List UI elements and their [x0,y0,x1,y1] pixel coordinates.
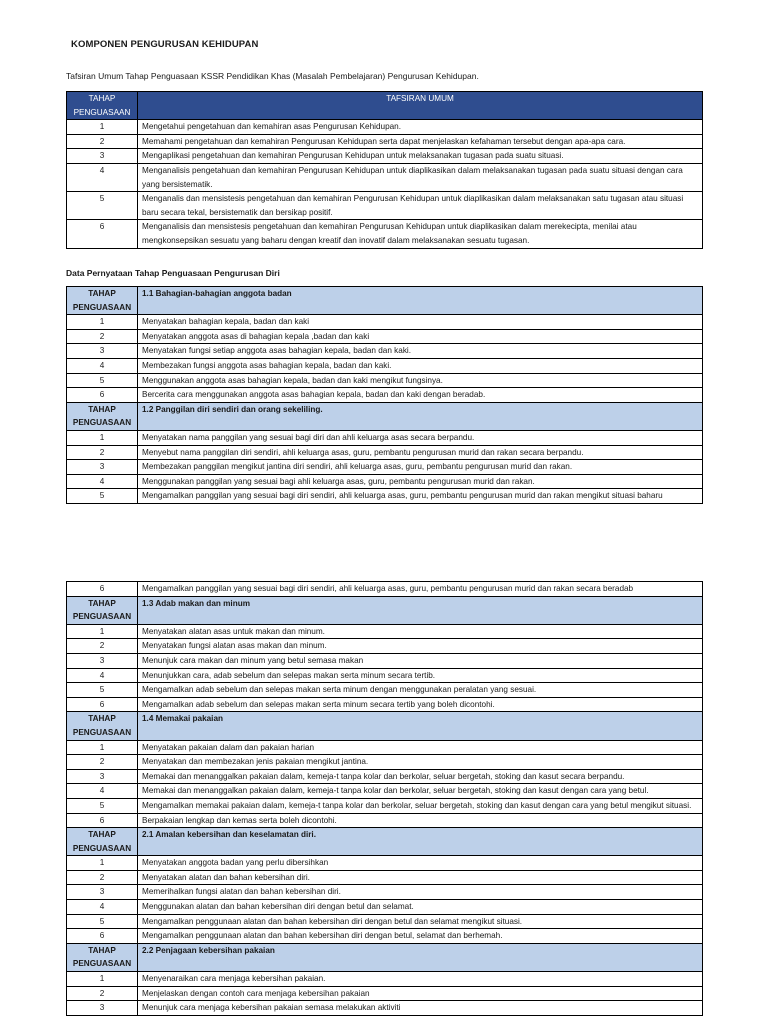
description-cell: 2.2 Penjagaan kebersihan pakaian [138,943,703,971]
description-cell: Menganalisis dan mensistesis pengetahuan dan kemahiran Pengurusan Kehidupan untuk diaplikasikan dalam merekecipta, menilai atau mengkonsepsikan sesuatu yang baharu dengan kreatif dan inovatif dalam melaksanakan sesuatu tugasan. [138,220,703,248]
level-cell: 5 [67,683,138,698]
table-row [67,460,703,475]
table-row [67,624,703,639]
description-cell: Mengamalkan memakai pakaian dalam, kemeja-t tanpa kolar dan berkolar, seluar bergetah, stoking dan kasut dengan cara yang betul mengikut situasi. [138,798,703,813]
level-cell: 2 [67,755,138,770]
level-cell: 3 [67,460,138,475]
table-row [67,755,703,770]
level-cell: 6 [67,929,138,944]
description-cell: Memakai dan menanggalkan pakaian dalam, kemeja-t tanpa kolar dan berkolar, seluar bergetah, stoking dan kasut dengan cara yang betul. [138,784,703,799]
level-cell: 3 [67,653,138,668]
topic-header-row [67,828,703,856]
table-row [67,639,703,654]
table-row [67,358,703,373]
table-row [67,683,703,698]
description-cell: Menyatakan anggota asas di bahagian kepala ,badan dan kaki [138,329,703,344]
level-cell: 2 [67,986,138,1001]
topic-header-row [67,402,703,430]
table-row [67,315,703,330]
topic-header-row [67,287,703,315]
self-management-table-part-2 [66,581,703,1016]
level-cell: 5 [67,489,138,504]
table-row [67,220,703,248]
table-row [67,163,703,191]
table-row [67,388,703,403]
table-row [67,373,703,388]
description-cell: Menyatakan alatan dan bahan kebersihan diri. [138,870,703,885]
level-cell: 1 [67,624,138,639]
level-cell: 3 [67,885,138,900]
table-row [67,445,703,460]
table-row [67,474,703,489]
level-cell: 3 [67,1001,138,1016]
table-row [67,668,703,683]
description-cell: Menggunakan alatan dan bahan kebersihan diri dengan betul dan selamat. [138,900,703,915]
self-management-table-part-1 [66,286,703,504]
level-cell: 6 [67,697,138,712]
level-cell: TAHAP PENGUASAAN [67,287,138,315]
table-header-row [67,92,703,120]
document-title: KOMPONEN PENGURUSAN KEHIDUPAN [71,39,259,50]
description-cell: Menyatakan fungsi setiap anggota asas bahagian kepala, badan dan kaki. [138,344,703,359]
topic-header-row [67,596,703,624]
level-cell: 5 [67,798,138,813]
level-cell: 3 [67,344,138,359]
level-cell: TAHAP PENGUASAAN [67,828,138,856]
topic-header-row [67,943,703,971]
description-cell: 1.3 Adab makan dan minum [138,596,703,624]
table-row [67,430,703,445]
general-interpretation-table [66,91,703,249]
table-row [67,929,703,944]
table-row [67,885,703,900]
description-cell: Membezakan fungsi anggota asas bahagian kepala, badan dan kaki. [138,358,703,373]
level-cell: 2 [67,870,138,885]
level-cell: 1 [67,856,138,871]
description-cell: Bercerita cara menggunakan anggota asas bahagian kepala, badan dan kaki dengan beradab. [138,388,703,403]
table-row [67,914,703,929]
level-cell: TAHAP PENGUASAAN [67,712,138,740]
description-cell: Menyatakan alatan asas untuk makan dan minum. [138,624,703,639]
level-cell: TAHAP PENGUASAAN [67,943,138,971]
level-cell: TAHAP PENGUASAAN [67,92,138,120]
level-cell: 3 [67,769,138,784]
description-cell: Mengaplikasi pengetahuan dan kemahiran Pengurusan Kehidupan untuk melaksanakan tugasan pada suatu situasi. [138,149,703,164]
level-cell: 4 [67,784,138,799]
section-heading: Data Pernyataan Tahap Penguasaan Pengurusan Diri [66,268,280,278]
description-cell: Menganalis dan mensistesis pengetahuan dan kemahiran Pengurusan Kehidupan untuk diaplikasikan dalam melaksanakan satu tugasan atau situasi baru secara tekal, bersistematik dan bersikap positif. [138,192,703,220]
description-cell: Mengamalkan penggunaan alatan dan bahan kebersihan diri dengan betul, selamat dan berhemah. [138,929,703,944]
table-row [67,1001,703,1016]
level-cell: 1 [67,430,138,445]
description-cell: Memerihalkan fungsi alatan dan bahan kebersihan diri. [138,885,703,900]
table-row [67,192,703,220]
description-cell: Menunjuk cara menjaga kebersihan pakaian semasa melakukan aktiviti [138,1001,703,1016]
level-cell: 6 [67,220,138,248]
level-cell: 4 [67,668,138,683]
description-cell: Menyatakan bahagian kepala, badan dan kaki [138,315,703,330]
description-cell: Menggunakan anggota asas bahagian kepala, badan dan kaki mengikut fungsinya. [138,373,703,388]
document-subtitle: Tafsiran Umum Tahap Penguasaan KSSR Pendidikan Khas (Masalah Pembelajaran) Pengurusan Kehidupan. [66,71,479,81]
level-cell: 2 [67,329,138,344]
table-row [67,697,703,712]
description-cell: 2.1 Amalan kebersihan dan keselamatan diri. [138,828,703,856]
description-cell: Menyatakan nama panggilan yang sesuai bagi diri dan ahli keluarga asas secara berpandu. [138,430,703,445]
level-cell: 1 [67,120,138,135]
level-cell: 6 [67,582,138,597]
description-cell: Mengamalkan panggilan yang sesuai bagi diri sendiri, ahli keluarga asas, guru, pembantu pengurusan murid dan rakan secara beradab [138,582,703,597]
description-cell: Memahami pengetahuan dan kemahiran Pengurusan Kehidupan serta dapat menjelaskan kefahaman tersebut dengan apa-apa cara. [138,134,703,149]
description-cell: Menunjukkan cara, adab sebelum dan selepas makan serta minum secara tertib. [138,668,703,683]
table-row [67,870,703,885]
table-row [67,972,703,987]
description-cell: Memakai dan menanggalkan pakaian dalam, kemeja-t tanpa kolar dan berkolar, seluar bergetah, stoking dan kasut secara berpandu. [138,769,703,784]
level-cell: 1 [67,315,138,330]
table-row [67,149,703,164]
table-row [67,986,703,1001]
description-cell: Berpakaian lengkap dan kemas serta boleh dicontohi. [138,813,703,828]
level-cell: 6 [67,388,138,403]
description-cell: Menjelaskan dengan contoh cara menjaga kebersihan pakaian [138,986,703,1001]
description-cell: 1.2 Panggilan diri sendiri dan orang sekeliling. [138,402,703,430]
level-cell: 5 [67,373,138,388]
description-cell: Mengamalkan penggunaan alatan dan bahan kebersihan diri dengan betul dan selamat mengikut situasi. [138,914,703,929]
table-row [67,784,703,799]
description-cell: Menyatakan dan membezakan jenis pakaian mengikut jantina. [138,755,703,770]
description-cell: Menunjuk cara makan dan minum yang betul semasa makan [138,653,703,668]
level-cell: 1 [67,740,138,755]
table-row [67,582,703,597]
table-row [67,900,703,915]
description-cell: Menyenaraikan cara menjaga kebersihan pakaian. [138,972,703,987]
table-row [67,813,703,828]
level-cell: 3 [67,149,138,164]
table-row [67,740,703,755]
table-row [67,329,703,344]
level-cell: 2 [67,639,138,654]
description-cell: TAFSIRAN UMUM [138,92,703,120]
description-cell: Membezakan panggilan mengikut jantina diri sendiri, ahli keluarga asas, guru, pembantu pengurusan murid dan rakan. [138,460,703,475]
description-cell: 1.1 Bahagian-bahagian anggota badan [138,287,703,315]
table-row [67,344,703,359]
description-cell: Mengamalkan adab sebelum dan selepas makan serta minum secara tertib yang boleh dicontohi. [138,697,703,712]
level-cell: 4 [67,474,138,489]
level-cell: 4 [67,900,138,915]
table-row [67,120,703,135]
description-cell: Mengetahui pengetahuan dan kemahiran asas Pengurusan Kehidupan. [138,120,703,135]
table-row [67,653,703,668]
level-cell: 2 [67,134,138,149]
level-cell: 2 [67,445,138,460]
description-cell: Mengamalkan adab sebelum dan selepas makan serta minum dengan menggunakan peralatan yang sesuai. [138,683,703,698]
level-cell: 1 [67,972,138,987]
table-row [67,856,703,871]
level-cell: 4 [67,163,138,191]
level-cell: TAHAP PENGUASAAN [67,402,138,430]
description-cell: Menyatakan anggota badan yang perlu dibersihkan [138,856,703,871]
level-cell: 4 [67,358,138,373]
table-row [67,134,703,149]
level-cell: 5 [67,192,138,220]
level-cell: TAHAP PENGUASAAN [67,596,138,624]
level-cell: 5 [67,914,138,929]
topic-header-row [67,712,703,740]
description-cell: Mengamalkan panggilan yang sesuai bagi diri sendiri, ahli keluarga asas, guru, pembantu pengurusan murid dan rakan mengikut situasi baharu [138,489,703,504]
description-cell: Menyatakan fungsi alatan asas makan dan minum. [138,639,703,654]
table-row [67,769,703,784]
description-cell: Menganalisis pengetahuan dan kemahiran Pengurusan Kehidupan untuk diaplikasikan dalam melaksanakan tugasan pada suatu situasi dengan cara yang bersistematik. [138,163,703,191]
table-row [67,798,703,813]
level-cell: 6 [67,813,138,828]
description-cell: Menyatakan pakaian dalam dan pakaian harian [138,740,703,755]
description-cell: Menyebut nama panggilan diri sendiri, ahli keluarga asas, guru, pembantu pengurusan murid dan rakan secara berpandu. [138,445,703,460]
description-cell: Menggunakan panggilan yang sesuai bagi ahli keluarga asas, guru, pembantu pengurusan murid dan rakan. [138,474,703,489]
table-row [67,489,703,504]
description-cell: 1.4 Memakai pakaian [138,712,703,740]
